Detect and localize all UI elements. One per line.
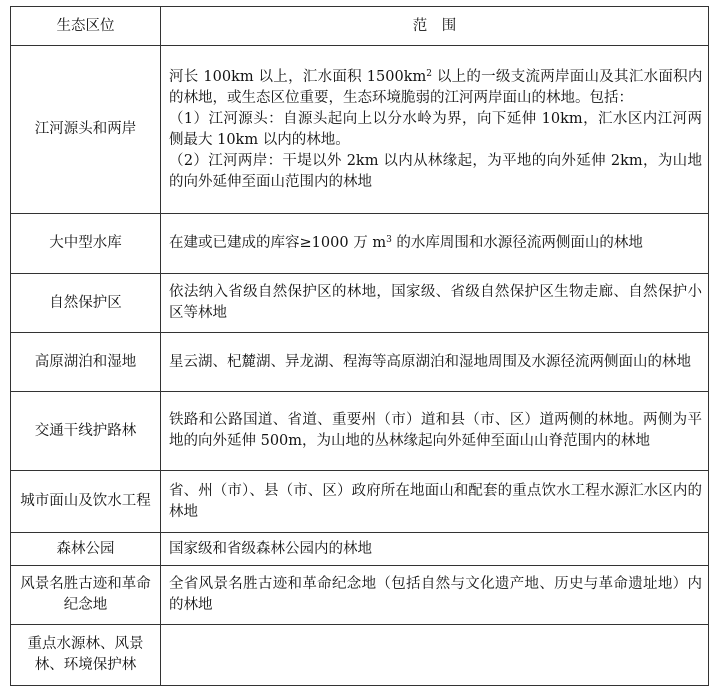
zone-cell: 高原湖泊和湿地 <box>11 333 161 392</box>
table-row <box>11 214 709 274</box>
scope-line: 国家级和省级森林公园内的林地 <box>169 540 372 557</box>
ecological-zone-table <box>10 6 709 686</box>
table-row <box>11 46 709 214</box>
scope-line: 全省风景名胜古迹和革命纪念地（包括自然与文化遗产地、历史与革命遗址地）内的林地 <box>169 576 702 613</box>
scope-line: 铁路和公路国道、省道、重要州（市）道和县（市、区）道两侧的林地。两侧为平地的向外延伸 500m，为山地的丛林缘起向外延伸至面山山脊范围内的林地 <box>169 412 702 449</box>
zone-cell: 风景名胜古迹和革命纪念地 <box>11 566 161 625</box>
scope-line: （1）江河源头：自源头起向上以分水岭为界，向下延伸 10km，汇水区内江河两侧最大 10km 以内的林地。 <box>169 110 702 148</box>
scope-line: （2）江河两岸：干堤以外 2km 以内从林缘起，为平地的向外延伸 2km，为山地的向外延伸至面山范围内的林地 <box>169 152 702 190</box>
scope-line: 星云湖、杞麓湖、异龙湖、程海等高原湖泊和湿地周围及水源径流两侧面山的林地 <box>169 353 691 370</box>
scope-cell <box>161 46 709 214</box>
table-row <box>11 392 709 471</box>
zone-cell: 大中型水库 <box>11 214 161 274</box>
zone-cell: 城市面山及饮水工程 <box>11 471 161 533</box>
scope-cell <box>161 566 709 625</box>
header-scope: 范 围 <box>161 7 709 46</box>
table-header-row <box>11 7 709 46</box>
table-row <box>11 533 709 566</box>
table-row <box>11 625 709 686</box>
scope-cell <box>161 625 709 686</box>
zone-cell: 自然保护区 <box>11 274 161 333</box>
scope-line: 依法纳入省级自然保护区的林地，国家级、省级自然保护区生物走廊、自然保护小区等林地 <box>169 284 702 321</box>
zone-cell: 交通干线护路林 <box>11 392 161 471</box>
scope-cell <box>161 214 709 274</box>
table-row <box>11 274 709 333</box>
scope-line: 河长 100km 以上，汇水面积 $1500km^2$ 以上的一级支流两岸面山及其汇水面积内的林地，或生态区位重要，生态环境脆弱的江河两岸面山的林地。包括： <box>169 68 703 106</box>
header-zone: 生态区位 <box>11 7 161 46</box>
zone-cell: 江河源头和两岸 <box>11 46 161 214</box>
scope-cell <box>161 392 709 471</box>
table-row <box>11 471 709 533</box>
table-row <box>11 333 709 392</box>
table-row <box>11 566 709 625</box>
scope-cell <box>161 471 709 533</box>
scope-line: 省、州（市）、县（市、区）政府所在地面山和配套的重点饮水工程水源汇水区内的林地 <box>169 482 702 520</box>
scope-cell <box>161 333 709 392</box>
scope-line: 在建或已建成的库容≥1000 万 $m^3$ 的水库周围和水源径流两侧面山的林地 <box>169 235 643 251</box>
zone-cell: 重点水源林、风景林、环境保护林 <box>11 625 161 686</box>
zone-cell: 森林公园 <box>11 533 161 566</box>
scope-cell <box>161 533 709 566</box>
scope-cell <box>161 274 709 333</box>
